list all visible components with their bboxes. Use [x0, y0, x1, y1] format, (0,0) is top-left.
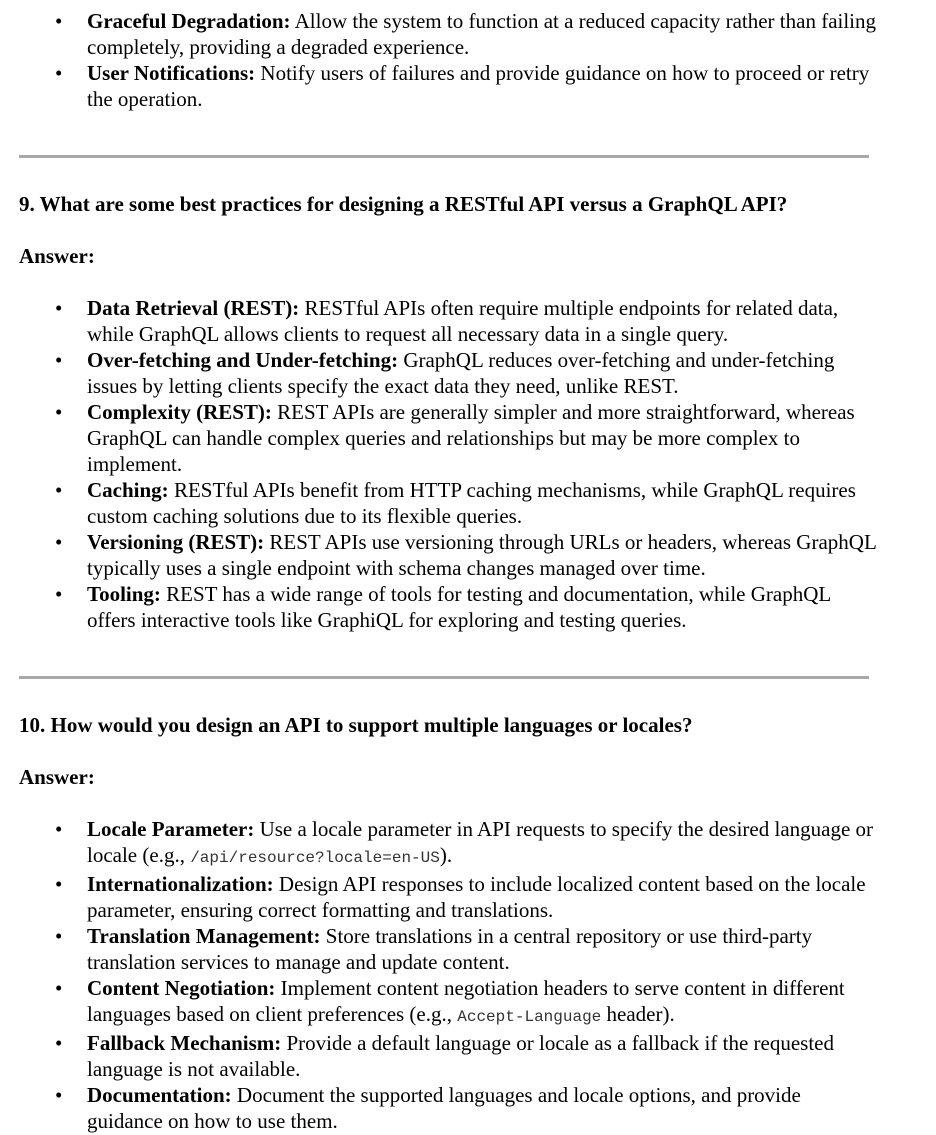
- bullet-icon: •: [55, 1031, 63, 1055]
- item-text-after: ).: [439, 843, 453, 867]
- list-item: [0, 477, 936, 529]
- item-term: Documentation:: [87, 1083, 232, 1107]
- item-text-after: header).: [601, 1002, 675, 1026]
- list-item: [0, 1082, 936, 1134]
- item-text: Notify users of failures and provide guidance on how to proceed or retry the operation.: [87, 61, 870, 111]
- list-item: [0, 295, 936, 347]
- item-text: REST APIs are generally simpler and more straightforward, whereas GraphQL can handle complex queries and relationships but may be more complex to implement.: [87, 400, 855, 476]
- bullet-icon: •: [55, 400, 63, 424]
- item-term: User Notifications:: [87, 61, 256, 85]
- item-term: Versioning (REST):: [87, 530, 265, 554]
- item-term: Over-fetching and Under-fetching:: [87, 348, 399, 372]
- answer-label: Answer:: [19, 244, 95, 268]
- list-item: [0, 529, 936, 581]
- item-text: Use a locale parameter in API requests to specify the desired language or locale (e.g.,: [87, 817, 874, 867]
- item-text: GraphQL reduces over-fetching and under-fetching issues by letting clients specify the exact data they need, unlike REST.: [87, 348, 835, 398]
- inline-code: /api/resource?locale=en-US: [190, 849, 440, 867]
- q10-answer-list-container: [0, 816, 936, 1134]
- bullet-icon: •: [55, 582, 63, 606]
- item-text: REST has a wide range of tools for testing and documentation, while GraphQL offers interactive tools like GraphiQL for exploring and testing queries.: [87, 582, 831, 632]
- item-text: Allow the system to function at a reduced capacity rather than failing completely, providing a degraded experience.: [87, 9, 877, 59]
- item-text: RESTful APIs benefit from HTTP caching mechanisms, while GraphQL requires custom caching solutions due to its flexible queries.: [87, 478, 856, 528]
- item-text: Provide a default language or locale as a fallback if the requested language is not available.: [87, 1031, 835, 1081]
- item-text: Document the supported languages and locale options, and provide guidance on how to use them.: [87, 1083, 801, 1133]
- q10-answer-list: [0, 816, 936, 1134]
- item-term: Data Retrieval (REST):: [87, 296, 300, 320]
- list-item: [0, 975, 936, 1030]
- list-item: [0, 1030, 936, 1082]
- list-item: [0, 347, 936, 399]
- item-term: Complexity (REST):: [87, 400, 272, 424]
- bullet-icon: •: [55, 478, 63, 502]
- bullet-icon: •: [55, 530, 63, 554]
- list-item: [0, 8, 936, 60]
- prev-section-list: [0, 8, 936, 112]
- bullet-icon: •: [55, 924, 63, 948]
- section-divider: [19, 676, 869, 679]
- bullet-icon: •: [55, 817, 63, 841]
- bullet-icon: •: [55, 872, 63, 896]
- question-10-heading: 10. How would you design an API to support multiple languages or locales?: [19, 713, 693, 737]
- list-item: [0, 60, 936, 112]
- item-term: Caching:: [87, 478, 169, 502]
- prev-section-list-container: [0, 8, 936, 112]
- item-term: Graceful Degradation:: [87, 9, 291, 33]
- bullet-icon: •: [55, 9, 63, 33]
- item-text: RESTful APIs often require multiple endpoints for related data, while GraphQL allows clients to request all necessary data in a single query.: [87, 296, 839, 346]
- item-term: Locale Parameter:: [87, 817, 255, 841]
- item-term: Content Negotiation:: [87, 976, 276, 1000]
- item-term: Internationalization:: [87, 872, 274, 896]
- item-term: Tooling:: [87, 582, 161, 606]
- bullet-icon: •: [55, 61, 63, 85]
- q9-answer-list: [0, 295, 936, 633]
- item-text: Store translations in a central repository or use third-party translation services to manage and update content.: [87, 924, 813, 974]
- bullet-icon: •: [55, 1083, 63, 1107]
- list-item: [0, 581, 936, 633]
- bullet-icon: •: [55, 976, 63, 1000]
- section-divider: [19, 155, 869, 158]
- item-text: Design API responses to include localized content based on the locale parameter, ensuring correct formatting and translations.: [87, 872, 866, 922]
- answer-label: Answer:: [19, 765, 95, 789]
- list-item: [0, 871, 936, 923]
- question-9-heading: 9. What are some best practices for designing a RESTful API versus a GraphQL API?: [19, 192, 788, 216]
- bullet-icon: •: [55, 296, 63, 320]
- list-item: [0, 816, 936, 871]
- bullet-icon: •: [55, 348, 63, 372]
- item-term: Translation Management:: [87, 924, 321, 948]
- inline-code: Accept-Language: [457, 1008, 602, 1026]
- list-item: [0, 399, 936, 477]
- item-text: Implement content negotiation headers to serve content in different languages based on client preferences (e.g.,: [87, 976, 845, 1026]
- q9-answer-list-container: [0, 295, 936, 633]
- list-item: [0, 923, 936, 975]
- item-term: Fallback Mechanism:: [87, 1031, 282, 1055]
- item-text: REST APIs use versioning through URLs or headers, whereas GraphQL typically uses a single endpoint with schema changes managed over time.: [87, 530, 876, 580]
